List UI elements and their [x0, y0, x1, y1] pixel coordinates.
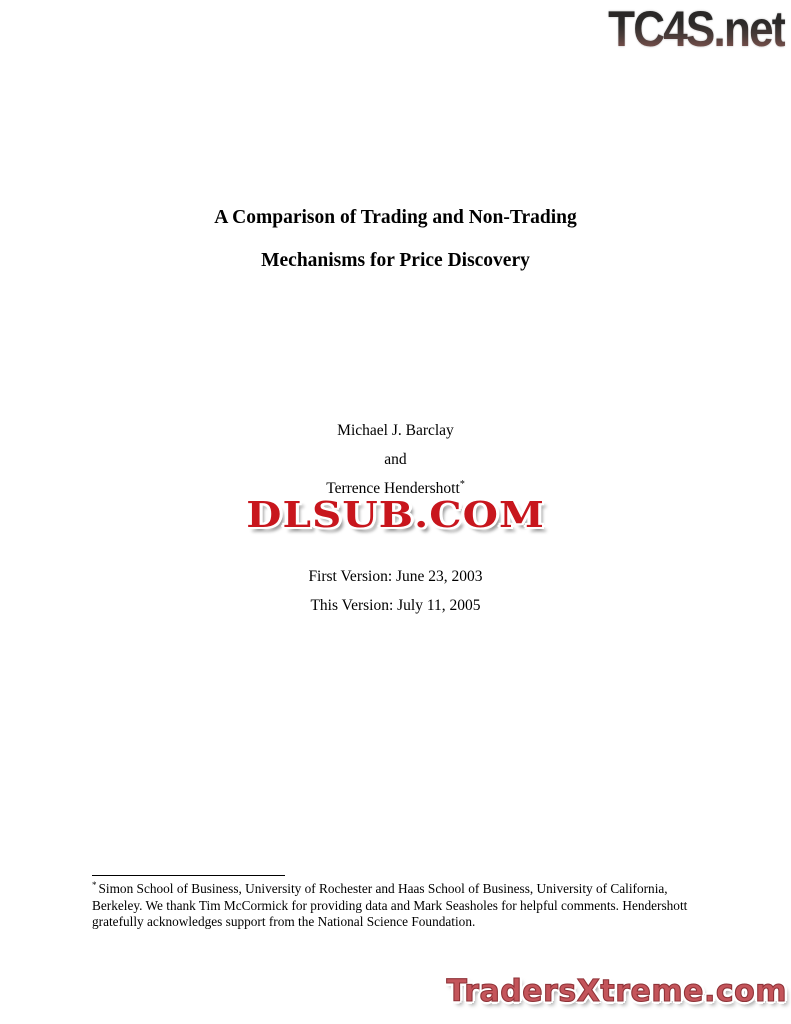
footnote-marker: * — [92, 879, 97, 890]
dlsub-watermark: DLSUB.COM — [246, 493, 545, 537]
dlsub-watermark-container — [0, 492, 791, 538]
paper-title — [0, 196, 791, 282]
version-dates — [0, 563, 791, 620]
footnote-separator-rule — [92, 875, 285, 876]
first-version-date: First Version: June 23, 2003 — [308, 568, 483, 585]
footnote — [92, 881, 708, 931]
author-footnote-marker: * — [459, 478, 465, 490]
author-conjunction: and — [384, 451, 407, 468]
tradersxtreme-watermark: TradersXtreme.com — [446, 974, 787, 1009]
author-block — [0, 416, 791, 503]
author-name-2: Terrence Hendershott — [326, 480, 460, 497]
this-version-date: This Version: July 11, 2005 — [310, 596, 481, 614]
author-name-1: Michael J. Barclay — [337, 422, 454, 439]
footnote-text: Simon School of Business, University of Rochester and Haas School of Business, University of California, Berkeley. We thank Tim McCormick for providing data and Mark Seasholes for helpful comments. Hendershott gratefully acknowledges support from the National Science Foundation. — [92, 881, 688, 930]
tc4s-watermark: TC4S.net — [608, 1, 785, 57]
paper-title-line2: Mechanisms for Price Discovery — [261, 250, 530, 271]
paper-title-line1: A Comparison of Trading and Non-Trading — [214, 207, 577, 228]
